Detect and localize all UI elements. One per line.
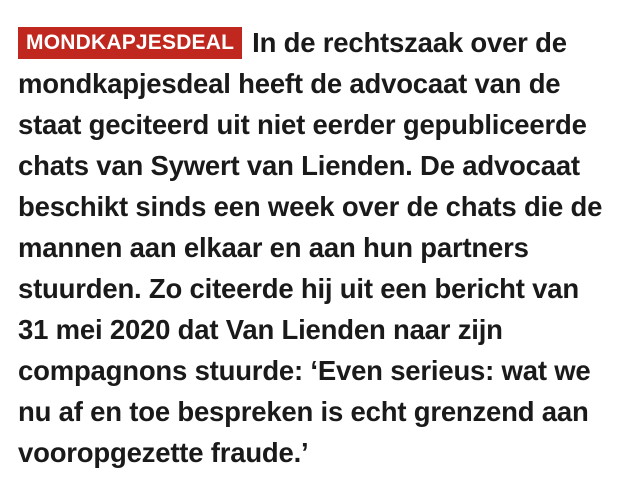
article-kicker-badge: MONDKAPJESDEAL	[18, 27, 242, 59]
article-body-paragraph	[18, 22, 612, 473]
article-body-text: In de rechtszaak over de mondkapjesdeal heeft de advocaat van de staat geciteerd uit niet eerder gepubliceerde chats van Sywert van Lienden. De advocaat beschikt sinds een week over de chats die de mannen aan elkaar en aan hun partners stuurden. Zo citeerde hij uit een bericht van 31 mei 2020 dat Van Lienden naar zijn compagnons stuurde: ‘Even serieus: wat we nu af en toe bespreken is echt grenzend aan vooropgezette fraude.’	[18, 27, 603, 468]
